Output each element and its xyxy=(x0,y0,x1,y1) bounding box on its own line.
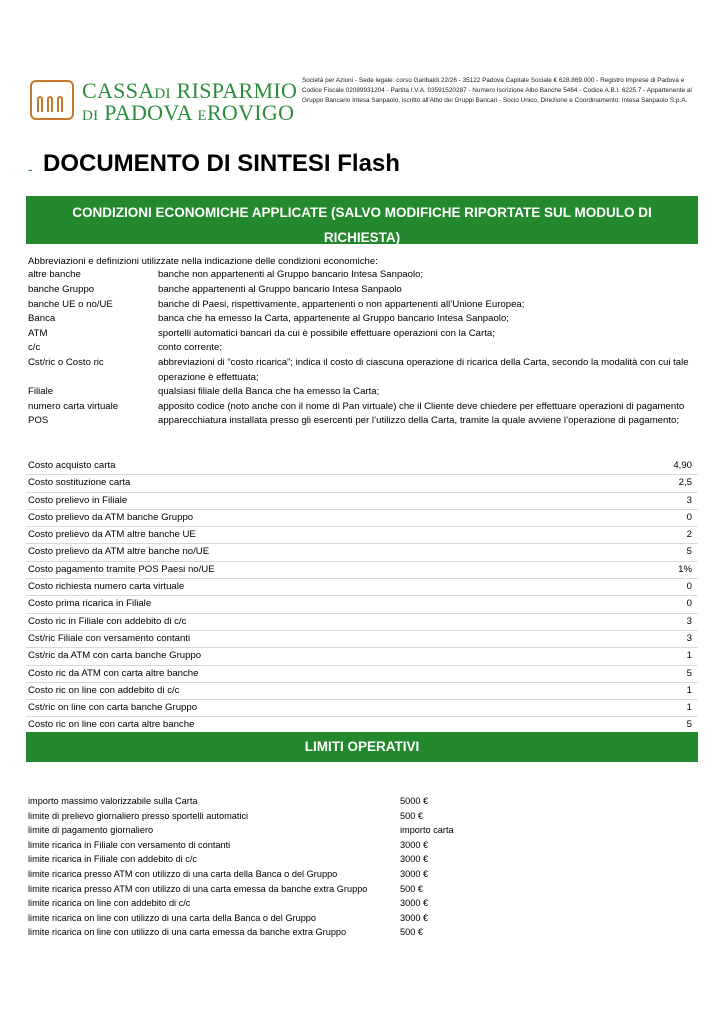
logo-text-line2: DI PADOVA EROVIGO xyxy=(82,100,295,125)
cost-value: 1 xyxy=(686,684,692,696)
abbreviation-term: altre banche xyxy=(28,269,81,280)
cost-label: Costo ric da ATM con carta altre banche xyxy=(28,667,199,679)
abbreviation-definition: banche non appartenenti al Gruppo bancario Intesa Sanpaolo; xyxy=(158,269,424,280)
cost-label: Costo ric on line con addebito di c/c xyxy=(28,684,180,696)
section-heading-text: LIMITI OPERATIVI xyxy=(304,739,420,754)
cost-label: Cst/ric da ATM con carta banche Gruppo xyxy=(28,650,202,662)
cost-label: Costo prelievo da ATM altre banche UE xyxy=(28,529,196,541)
cost-value: 1 xyxy=(686,650,692,662)
cost-label: Costo prima ricarica in Filiale xyxy=(28,598,152,610)
cost-value: 2 xyxy=(686,529,692,541)
cost-label: Costo ric on line con carta altre banche xyxy=(28,719,195,731)
cost-row xyxy=(26,475,698,492)
abbreviation-term: c/c xyxy=(28,342,41,353)
title-bullet: - xyxy=(28,161,33,177)
cost-label: Costo prelievo da ATM altre banche no/UE xyxy=(28,546,210,558)
cost-value: 5 xyxy=(686,719,692,731)
cost-row xyxy=(26,614,698,631)
cost-label: Costo prelievo da ATM banche Gruppo xyxy=(28,511,194,523)
cost-row xyxy=(26,562,698,579)
limit-label: limite ricarica presso ATM con utilizzo di una carta emessa da banche extra Gruppo xyxy=(28,883,368,894)
cost-label: Costo prelievo in Filiale xyxy=(28,494,128,506)
cost-row xyxy=(26,596,698,613)
limit-row xyxy=(28,913,700,928)
logo-text-line1: CASSADI RISPARMIO xyxy=(82,78,298,103)
limit-value: 3000 € xyxy=(400,839,429,850)
limit-label: limite ricarica on line con utilizzo di una carta emessa da banche extra Gruppo xyxy=(28,927,347,938)
cost-value: 0 xyxy=(686,511,692,523)
limit-label: limite ricarica in Filiale con addebito di c/c xyxy=(28,854,198,865)
cost-value: 3 xyxy=(686,494,692,506)
limit-value: 3000 € xyxy=(400,854,429,865)
page-title: DOCUMENTO DI SINTESI Flash xyxy=(43,150,400,177)
cost-row xyxy=(26,648,698,665)
limit-label: limite di pagamento giornaliero xyxy=(28,825,154,836)
section-heading-limits xyxy=(26,732,698,762)
limit-label: limite ricarica on line con addebito di c/c xyxy=(28,898,191,909)
limit-row xyxy=(28,898,700,913)
limit-value: 5000 € xyxy=(400,796,429,806)
abbreviation-definition: banca che ha emesso la Carta, appartenente al Gruppo bancario Intesa Sanpaolo; xyxy=(158,313,509,324)
costs-table xyxy=(26,458,698,735)
cost-row xyxy=(26,700,698,717)
limit-row xyxy=(28,884,700,899)
cost-value: 2,5 xyxy=(678,477,692,489)
abbreviation-definition: abbreviazioni di “costo ricarica”; indica il costo di ciascuna operazione di ricarica della Carta, secondo la modalità con cui tale operazione è effettuata; xyxy=(158,357,689,383)
limit-row xyxy=(28,811,700,826)
cost-label: Costo sostituzione carta xyxy=(28,477,131,489)
limit-label: importo massimo valorizzabile sulla Carta xyxy=(28,796,198,806)
cost-row xyxy=(26,579,698,596)
cost-row xyxy=(26,631,698,648)
abbreviation-definition: banche appartenenti al Gruppo bancario Intesa Sanpaolo xyxy=(158,284,402,295)
section-heading-line1: CONDIZIONI ECONOMICHE APPLICATE (SALVO MODIFICHE RIPORTATE SUL MODULO DI xyxy=(72,205,652,220)
limit-value: 3000 € xyxy=(400,912,429,923)
cost-row xyxy=(26,544,698,561)
section-heading-conditions xyxy=(26,196,698,244)
abbreviation-term: banche Gruppo xyxy=(28,284,95,295)
abbreviation-term: numero carta virtuale xyxy=(28,401,119,412)
limit-row xyxy=(28,854,700,869)
limit-value: 500 € xyxy=(400,883,423,894)
limits-table xyxy=(28,796,700,942)
cost-label: Cst/ric Filiale con versamento contanti xyxy=(28,632,191,644)
limit-row xyxy=(28,796,700,811)
cost-row xyxy=(26,666,698,683)
cost-row xyxy=(26,683,698,700)
cost-value: 5 xyxy=(686,546,692,558)
limit-value: importo carta xyxy=(400,825,454,836)
cost-value: 4,90 xyxy=(673,460,692,471)
limit-label: limite ricarica on line con utilizzo di una carta della Banca o del Gruppo xyxy=(28,912,317,923)
limit-label: limite ricarica presso ATM con utilizzo di una carta della Banca o del Gruppo xyxy=(28,868,338,879)
cost-label: Costo richiesta numero carta virtuale xyxy=(28,581,185,593)
limit-label: limite di prelievo giornaliero presso sportelli automatici xyxy=(28,810,249,821)
abbreviation-term: Filiale xyxy=(28,386,54,397)
cost-label: Costo acquisto carta xyxy=(28,460,116,471)
limit-value: 3000 € xyxy=(400,868,429,879)
cost-row xyxy=(26,458,698,475)
limit-row xyxy=(28,825,700,840)
limit-row xyxy=(28,927,700,942)
arches-logo-icon xyxy=(30,80,74,120)
cost-label: Costo ric in Filiale con addebito di c/c xyxy=(28,615,187,627)
bank-logo xyxy=(30,78,298,126)
abbreviation-term: ATM xyxy=(28,328,48,339)
cost-label: Costo pagamento tramite POS Paesi no/UE xyxy=(28,563,215,575)
abbreviation-term: banche UE o no/UE xyxy=(28,299,113,310)
abbreviation-definition: sportelli automatici bancari da cui è possibile effettuare operazioni con la Carta; xyxy=(158,328,495,339)
abbreviation-term: Cst/ric o Costo ric xyxy=(28,357,104,368)
limit-value: 3000 € xyxy=(400,898,429,909)
abbreviation-definition: apposito codice (noto anche con il nome di Pan virtuale) che il Cliente deve chiedere per effettuare operazioni di pagamento xyxy=(158,401,685,412)
cost-value: 1% xyxy=(678,563,692,575)
cost-value: 5 xyxy=(686,667,692,679)
abbreviations-intro: Abbreviazioni e definizioni utilizzate nella indicazione delle condizioni economiche: xyxy=(28,256,378,267)
abbreviation-definition: banche di Paesi, rispettivamente, appartenenti o non appartenenti all’Unione Europea; xyxy=(158,299,525,310)
cost-label: Cst/ric on line con carta banche Gruppo xyxy=(28,702,198,714)
abbreviation-definition: conto corrente; xyxy=(158,342,222,353)
legal-info: Società per Azioni - Sede legale: corso Garibaldi 22/26 - 35122 Padova Capitale Sociale € 628.869.000 - Registro Imprese di Padova e Codice Fiscale 02089931204 - Partita I.V.A. 03591520287 - Numero Iscrizione Albo Banche 5464 - Codice A.B.I. 6225.7 - Appartenente al Gruppo Bancario Intesa Sanpaolo, iscritto all'Albo dei Gruppi Bancari - Socio Unico, Direzione e Coordinamento: Intesa Sanpaolo S.p.A. xyxy=(302,77,692,104)
cost-row xyxy=(26,527,698,544)
limit-row xyxy=(28,869,700,884)
limit-value: 500 € xyxy=(400,927,423,938)
cost-value: 1 xyxy=(686,702,692,714)
cost-value: 3 xyxy=(686,632,692,644)
abbreviation-definition: apparecchiatura installata presso gli esercenti per l’utilizzo della Carta, tramite la quale avviene l’operazione di pagamento; xyxy=(158,415,680,426)
limit-row xyxy=(28,840,700,855)
cost-value: 0 xyxy=(686,598,692,610)
cost-row xyxy=(26,493,698,510)
section-heading-line2: RICHIESTA) xyxy=(323,230,401,245)
limit-value: 500 € xyxy=(400,810,423,821)
cost-value: 0 xyxy=(686,581,692,593)
abbreviation-definition: qualsiasi filiale della Banca che ha emesso la Carta; xyxy=(158,386,380,397)
cost-row xyxy=(26,510,698,527)
cost-value: 3 xyxy=(686,615,692,627)
abbreviation-term: Banca xyxy=(28,313,56,324)
abbreviation-term: POS xyxy=(28,415,49,426)
limit-label: limite ricarica in Filiale con versamento di contanti xyxy=(28,839,231,850)
